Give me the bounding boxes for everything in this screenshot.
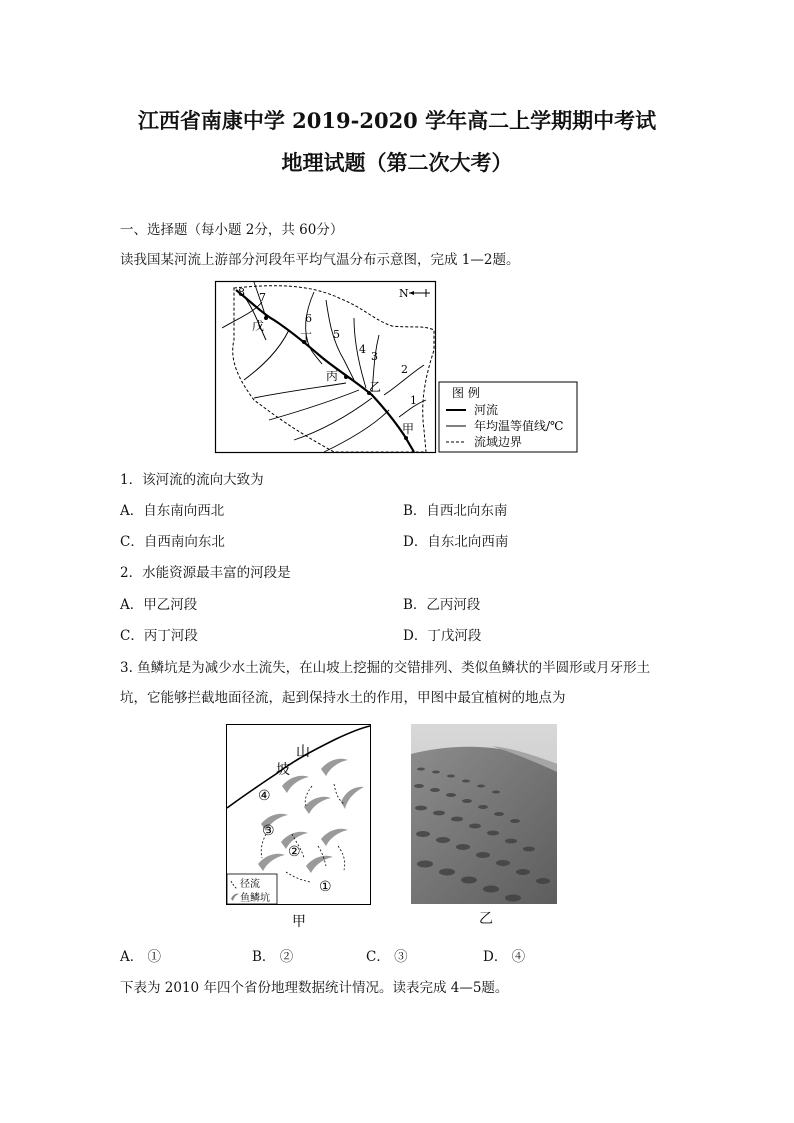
q2-option-b[interactable]: B．乙丙河段 — [403, 597, 481, 613]
q3-option-b[interactable]: B． ② — [252, 949, 294, 965]
river-isotherm-map — [214, 280, 584, 456]
q2-stem: 2．水能资源最丰富的河段是 — [120, 565, 291, 581]
isotherm-label-3: 3 — [371, 350, 378, 363]
slope-label-shan: 山 — [296, 744, 310, 760]
q3-stem-line-1: 3. 鱼鳞坑是为减少水土流失，在山坡上挖掘的交错排列、类似鱼鳞状的半圆形或月牙形土 — [120, 660, 651, 676]
place-bing: 丙 — [326, 369, 339, 383]
north-label: N — [399, 287, 409, 300]
q3-option-a[interactable]: A． ① — [120, 949, 162, 965]
legend-title: 图 例 — [452, 386, 480, 400]
q2-option-a[interactable]: A．甲乙河段 — [120, 597, 198, 613]
isotherm-label-6: 6 — [305, 312, 312, 325]
q3-stem-line-2: 坑，它能够拦截地面径流，起到保持水土的作用，甲图中最宜植树的地点为 — [120, 690, 566, 706]
table-intro: 下表为 2010 年四个省份地理数据统计情况。读表完成 4—5题。 — [120, 980, 509, 996]
legend-isotherm: 年均温等值线/℃ — [474, 419, 564, 433]
isotherm-label-5: 5 — [333, 328, 340, 341]
q2-option-c[interactable]: C．丙丁河段 — [120, 628, 198, 644]
legend-runoff: 径流 — [240, 879, 260, 890]
exam-subtitle: 地理试题（第二次大考） — [281, 150, 513, 175]
hillside-photo — [411, 724, 557, 904]
fig-caption-yi: 乙 — [479, 911, 493, 927]
point-2: ② — [288, 844, 301, 860]
place-ding: 丁 — [300, 331, 313, 345]
q3-option-d[interactable]: D． ④ — [483, 949, 526, 965]
legend-fish-pit: 鱼鳞坑 — [240, 893, 270, 904]
q1-option-c[interactable]: C．自西南向东北 — [120, 534, 225, 550]
q1-option-b[interactable]: B．自西北向东南 — [403, 503, 508, 519]
place-wu: 戊 — [252, 319, 265, 333]
legend-boundary: 流域边界 — [474, 435, 523, 449]
question-intro: 读我国某河流上游部分河段年平均气温分布示意图，完成 1—2题。 — [120, 252, 520, 268]
isotherm-label-2: 2 — [401, 363, 408, 376]
fish-scale-pit-diagram — [226, 724, 372, 934]
point-4: ④ — [258, 788, 271, 804]
point-3: ③ — [262, 823, 275, 839]
isotherm-label-7: 7 — [259, 291, 266, 304]
map-legend — [439, 382, 577, 452]
place-jia: 甲 — [402, 422, 415, 436]
q3-option-c[interactable]: C． ③ — [366, 949, 408, 965]
exam-title: 江西省南康中学 2019-2020 学年高二上学期期中考试 — [137, 108, 657, 133]
isotherm-label-4: 4 — [359, 343, 366, 356]
isotherm-label-8: 8 — [238, 286, 245, 299]
north-arrow-icon — [409, 291, 414, 295]
section-heading: 一、选择题（每小题 2分，共 60分） — [120, 222, 344, 238]
point-1: ① — [319, 879, 332, 895]
fig-caption-jia: 甲 — [292, 914, 306, 930]
q1-option-a[interactable]: A．自东南向西北 — [120, 503, 225, 519]
q1-stem: 1．该河流的流向大致为 — [120, 472, 264, 488]
place-yi: 乙 — [369, 380, 382, 394]
legend-river: 河流 — [474, 403, 499, 417]
q1-option-d[interactable]: D．自东北向西南 — [403, 534, 509, 550]
slope-label-po: 坡 — [276, 762, 290, 778]
q2-option-d[interactable]: D．丁戊河段 — [403, 628, 482, 644]
isotherm-label-1: 1 — [410, 394, 417, 407]
